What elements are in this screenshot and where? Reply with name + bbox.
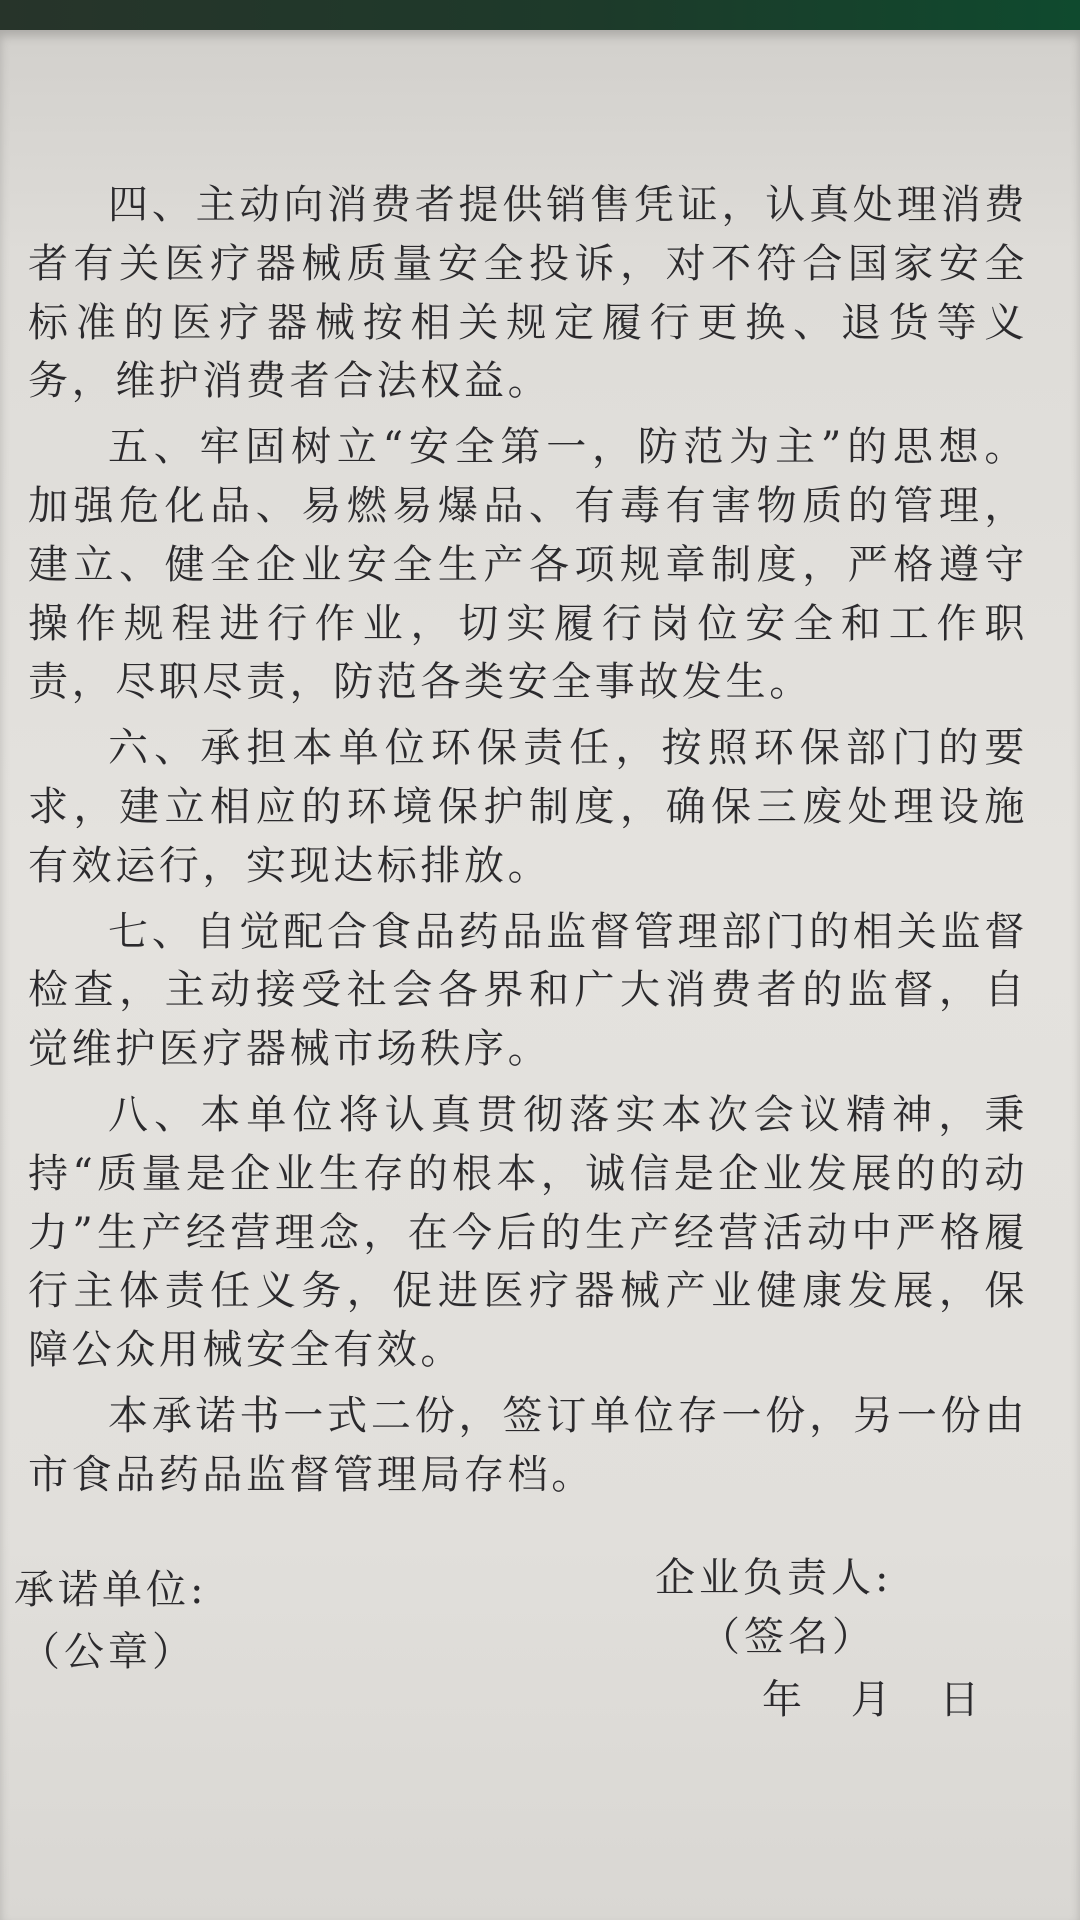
paragraph-4: 四、主动向消费者提供销售凭证，认真处理消费者有关医疗器械质量安全投诉，对不符合国家安全标准的医疗器械按相关规定履行更换、退货等义务，维护消费者合法权益。 [28,182,1028,405]
document-body [28,176,1028,1512]
paragraph-5: 五、牢固树立“安全第一，防范为主”的思想。加强危化品、易燃易爆品、有毒有害物质的管理，建立、健全企业安全生产各项规章制度，严格遵守操作规程进行作业，切实履行岗位安全和工作职责，尽职尽责，防范各类安全事故发生。 [28,424,1028,706]
responsible-person-label: 企业负责人: [655,1555,893,1601]
signature-note: （签名） [700,1614,876,1660]
committing-unit-label: 承诺单位: [14,1567,208,1613]
paragraph-8: 八、本单位将认真贯彻落实本次会议精神，秉持“质量是企业生存的根本，诚信是企业发展的的动力”生产经营理念，在今后的生产经营活动中严格履行主体责任义务，促进医疗器械产业健康发展，保障公众用械安全有效。 [28,1091,1028,1374]
paragraph-copies: 本承诺书一式二份，签订单位存一份，另一份由市食品药品监督管理局存档。 [28,1392,1028,1498]
paragraph-6: 六、承担本单位环保责任，按照环保部门的要求，建立相应的环境保护制度，确保三废处理设施有效运行，实现达标排放。 [28,725,1028,889]
paragraph-7: 七、自觉配合食品药品监督管理部门的相关监督检查，主动接受社会各界和广大消费者的监督，自觉维护医疗器械市场秩序。 [28,908,1028,1073]
date-line: 年 月 日 [762,1677,984,1723]
official-seal-note: （公章） [20,1629,196,1675]
